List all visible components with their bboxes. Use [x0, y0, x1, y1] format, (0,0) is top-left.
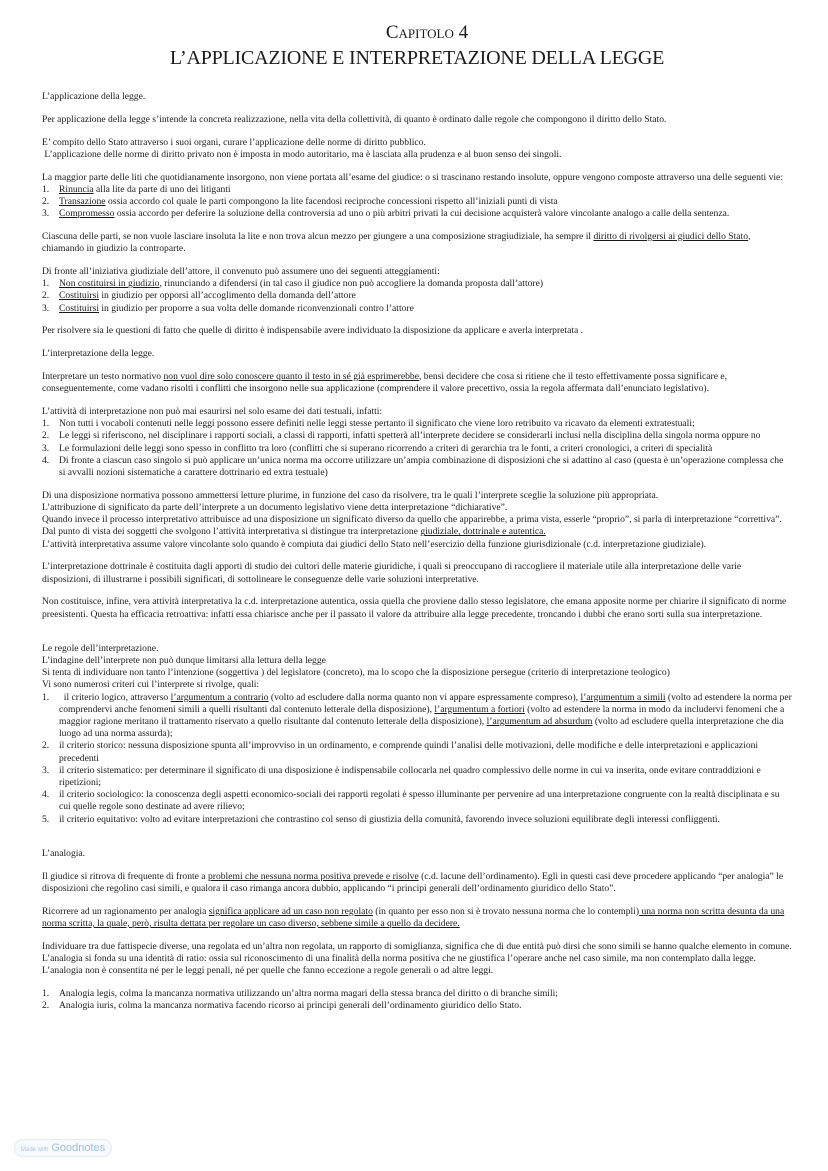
list-item: 2. Costituirsi in giudizio per opporsi all’accoglimento della domanda dell’attore — [42, 290, 356, 302]
goodnotes-watermark — [14, 1139, 112, 1157]
paragraph: L’attività interpretativa assume valore vincolante solo quando è compiuta dai giudici dello Stato nell’esercizio della funzione giurisdizionale (c.d. interpretazione giudiziale). — [42, 538, 707, 550]
list-item: 1. il criterio logico, attraverso l’argumentum a contrario (volto ad escludere dalla norma quanto non vi appare espressamente compreso), l’argumentum a simili (volto ad estendere la norma per comprendervi anche fenomeni simili a quelli risultanti dal contenuto letterale della disposizione), l’argumentum a fortiori (volto ad estendere la norma in modo da includervi fenomeni che a maggior ragione meritano il trattamento riservato a quello risultante dal contenuto letterale della disposizione), l’argumentum ad absurdum (volto ad escludere quella interpretazione che dia luogo ad una norma assurda); — [42, 691, 792, 740]
section-heading-interpretazione: L’interpretazione della legge. — [42, 348, 155, 360]
chapter-number: Capitolo 4 — [385, 22, 469, 43]
paragraph: L’indagine dell’interprete non può dunque limitarsi alla lettura della legge — [42, 655, 326, 667]
paragraph: Il giudice si ritrova di frequente di fronte a problemi che nessuna norma positiva prevede e risolve (c.d. lacune dell’ordinamento). Egli in questi casi deve procedere applicando “per analogia” le disposizioni che regolino casi simili, e qualora il caso rimanga ancora dubbio, applicando “i principi generali dell’ordinamento giuridico dello Stato”. — [42, 870, 784, 894]
paragraph: Dal punto di vista dei soggetti che svolgono l’attività interpretativa si distingue tra interpretazione giudiziale, dottrinale e autentica. — [42, 526, 546, 538]
list-item: 2. il criterio storico: nessuna disposizione spunta all’improvviso in un ordinamento, e comprende quindi l’analisi delle motivazioni, delle modifiche e delle interpretazioni e applicazioni precedenti — [42, 740, 759, 764]
list-item: 1. Analogia legis, colma la mancanza normativa utilizzando un’altra norma magari della stessa branca del diritto o di branche simili; — [42, 987, 558, 999]
paragraph: La maggior parte delle liti che quotidianamente insorgono, non viene portata all’esame del giudice: o si trascinano restando insolute, oppure vengono composte attraverso una delle seguenti vie: — [42, 171, 783, 183]
paragraph: L’analogia si fonda su una identità di ratio: ossia sul riconoscimento di una finalità della norma positiva che ne giustifica l’operare anche nel caso simile, ma non contemplato dalla legge. — [42, 952, 756, 964]
chapter-header — [42, 22, 792, 71]
list-item: 3. Costituirsi in giudizio per proporre a sua volta delle domande riconvenzionali contro l’attore — [42, 302, 414, 314]
paragraph: L’attività di interpretazione non può mai esaurirsi nel solo esame dei dati testuali, infatti: — [42, 406, 383, 417]
list-item: 5. il criterio equitativo: volto ad evitare interpretazioni che contrastino col senso di giustizia della comunità, favorendo invece soluzioni equilibrate degli interessi confliggenti. — [42, 813, 720, 825]
paragraph: Individuare tra due fattispecie diverse, una regolata ed un’altra non regolata, un rapporto di somiglianza, significa che di due entità può dirsi che sono simili se hanno qualche elemento in comune. — [42, 940, 792, 952]
section-heading-applicazione: L’applicazione della legge. — [42, 91, 146, 102]
section-heading-analogia: L’analogia. — [42, 847, 86, 859]
list-item: 2. Le leggi si riferiscono, nel disciplinare i rapporti sociali, a classi di rapporti, infatti spetterà all’interprete decidere se considerarli inclusi nella disciplina della singola norma oppure no — [42, 430, 761, 442]
list-criteri — [42, 692, 792, 826]
list-item: 1. Non costituirsi in giudizio, rinunciando a difendersi (in tal caso il giudice non può accogliere la domanda proposta dall’attore) — [42, 278, 544, 290]
paragraph: L’interpretazione dottrinale è costituita dagli apporti di studio dei cultori delle materie giuridiche, i quali si preoccupano di raccogliere il materiale utile alla interpretazione delle varie disposizioni, di illustrarne i possibili significati, di sottolineare le conseguenze delle varie soluzioni interpretative. — [42, 561, 742, 585]
list-item: 2. Transazione ossia accordo col quale le parti compongono la lite facendosi reciproche concessioni rispetto all’iniziali punti di vista — [42, 196, 558, 207]
paragraph: L’analogia non è consentita né per le leggi penali, né per quelle che fanno eccezione a regole generali o ad altre leggi. — [42, 965, 494, 977]
paragraph: Non costituisce, infine, vera attività interpretativa la c.d. interpretazione autentica, ossia quella che proviene dallo stesso legislatore, che emana apposite norme per chiarire il significato di norme preesistenti. Questa ha efficacia retroattiva: infatti essa chiarisce anche per il passato il valore da attribuire alla legge precedente, troncando i dubbi che erano sorti sulla sua interpretazione. — [42, 596, 787, 620]
paragraph: Ciascuna delle parti, se non vuole lasciare insoluta la lite e non trova alcun mezzo per giungere a una composizione stragiudiziale, ha sempre il diritto di rivolgersi ai giudici dello Stato, chiamando in giudizio la controparte. — [42, 231, 751, 255]
list-item: 3. Compromesso ossia accordo per deferire la soluzione della controversia ad uno o più arbitri privati la cui decisione acquisterà valore vincolante analogo a calle della sentenza. — [42, 208, 730, 220]
list-item: 2. Analogia iuris, colma la mancanza normativa facendo ricorso ai principi generali dell’ordinamento giuridico dello Stato. — [42, 1000, 522, 1012]
document-body — [42, 91, 792, 1012]
chapter-title: L’APPLICAZIONE E INTERPRETAZIONE DELLA LEGGE — [169, 47, 665, 69]
section-heading-regole: Le regole dell’interpretazione. — [42, 642, 159, 654]
paragraph: L’applicazione delle norme di diritto privato non è imposta in modo autoritario, ma è lasciata alla prudenza e al buon senso dei singoli. — [42, 148, 562, 160]
list-item: 1. Non tutti i vocaboli contenuti nelle leggi possono essere definiti nelle leggi stesse pertanto il significato che viene loro retribuito va ricavato da elementi extratestuali; — [42, 418, 695, 430]
paragraph: L’attribuzione di significato da parte dell’interprete a un documento legislativo viene detta interpretazione “dichiarative”. — [42, 502, 508, 514]
paragraph: E’ compito dello Stato attraverso i suoi organi, curare l’applicazione delle norme di diritto pubblico. — [42, 136, 426, 148]
paragraph: Per applicazione della legge s’intende la concreta realizzazione, nella vita della collettività, di quanto è ordinato dalle regole che compongono il diritto dello Stato. — [42, 113, 667, 125]
paragraph: Di una disposizione normativa possono ammettersi letture plurime, in funzione del caso da risolvere, tra le quali l’interprete sceglie la soluzione più appropriata. — [42, 489, 659, 501]
list-vie-composizione — [42, 184, 792, 221]
paragraph: Interpretare un testo normativo non vuol dire solo conoscere quanto il testo in sé già esprimerebbe, bensì decidere che cosa si ritiene che il testo effettivamente possa significare e, conseguentemente, come vadano risolti i conflitti che insorgono nelle sua applicazione (comprendere il valore precettivo, ossia la regola affermata dall’enunciato legislativo). — [42, 371, 728, 395]
list-item: 3. Le formulazioni delle leggi sono spesso in conflitto tra loro (conflitti che si superano ricorrendo a criteri di gerarchia tra le fonti, a criteri cronologici, a criteri di specialità — [42, 442, 713, 454]
list-item: 3. il criterio sistematico: per determinare il significato di una disposizione è indispensabile collocarla nel quadro complessivo delle norme in cui va inserita, onde evitare contraddizioni e ripetizioni; — [42, 764, 761, 789]
goodnotes-brand: Goodnotes — [51, 1142, 106, 1154]
paragraph: Quando invece il processo interpretativo attribuisce ad una disposizione un significato diverso da quello che apparirebbe, a prima vista, esserle “proprio”, si parla di interpretazione “correttiva”. — [42, 514, 782, 526]
paragraph: Vi sono numerosi criteri cui l’interprete si rivolge, quali: — [42, 679, 260, 691]
paragraph: Di fronte all’iniziativa giudiziale dell’attore, il convenuto può assumere uno dei seguenti atteggiamenti: — [42, 266, 440, 277]
paragraph: Si tenta di individuare non tanto l’intenzione (soggettiva ) del legislatore (concreto), ma lo scopo che la disposizione persegue (criterio di interpretazione teologico) — [42, 667, 670, 679]
list-atteggiamenti — [42, 278, 792, 315]
document-page — [42, 22, 792, 1012]
list-item: 4. il criterio sociologico: la conoscenza degli aspetti economico-sociali dei rapporti regolati è spesso illuminante per pervenire ad una interpretazione congruente con la realtà disciplinata e su cui quelle regole sono destinate ad avere rilievo; — [42, 789, 780, 813]
list-item: 1. Rinuncia alla lite da parte di uno dei litiganti — [42, 183, 231, 195]
list-dati-testuali — [42, 418, 792, 479]
made-with-label: Made with — [21, 1147, 49, 1153]
list-analogia — [42, 988, 792, 1012]
list-item: 4. Di fronte a ciascun caso singolo si può applicare un’unica norma ma occorre utilizzare un’ampia combinazione di disposizioni che si adattino al caso (questa è un’operazione complessa che si avvalli nozioni sistematiche a carattere dottrinario ed extra testuale) — [42, 454, 784, 479]
paragraph: Per risolvere sia le questioni di fatto che quelle di diritto è indispensabile avere individuato la disposizione da applicare e averla interpretata . — [42, 325, 584, 337]
paragraph: Ricorrere ad un ragionamento per analogia significa applicare ad un caso non regolato (in quanto per esso non si è trovato nessuna norma che lo contempli) una norma non scritta desunta da una norma scritta, la quale, però, risulta dettata per regolare un caso diverso, sebbene simile a quello da decidere. — [42, 905, 785, 929]
